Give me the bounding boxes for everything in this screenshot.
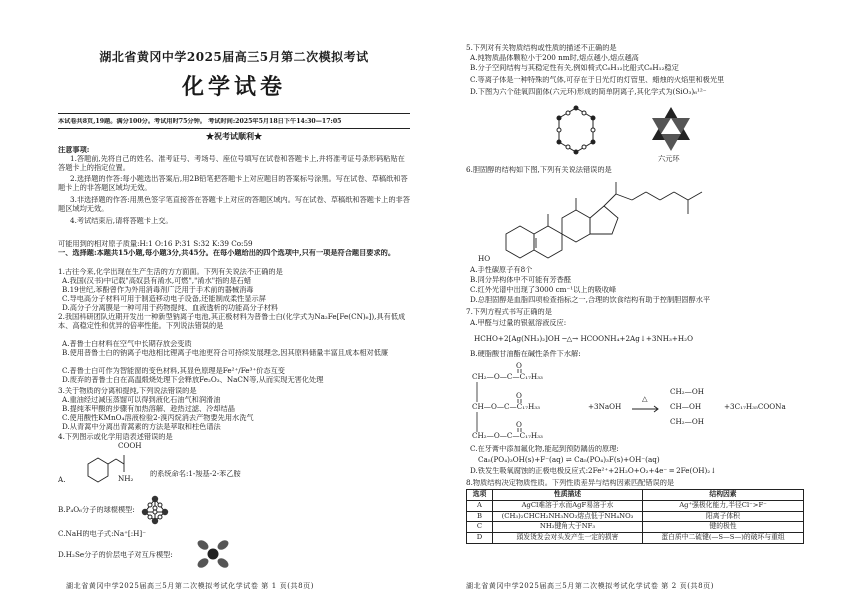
q1-option: B.19世纪,苯酚曾作为外用消毒剂广泛用于手术前的器械消毒: [62, 286, 254, 294]
note-item: 4.考试结束后,请将答题卡上交。: [70, 217, 173, 225]
q4-option-a-label: A.: [58, 476, 66, 484]
heat-symbol: △: [642, 395, 648, 403]
page-footer-right: 湖北省黄冈中学2025届高三5月第二次模拟考试化学试卷 第 2 页(共8页): [466, 582, 715, 590]
h2se-vsepr-icon: [193, 538, 233, 570]
q1-stem: 1.古往今来,化学出现在生产生活的方方面面。下列有关说法不正确的是: [58, 268, 283, 276]
q2-option: A.普鲁士白材料在空气中长期存放会变质: [62, 340, 192, 348]
ester-group: CH₂—O—C—C₁₇H₃₃: [472, 432, 543, 440]
left-page: [58, 0, 410, 608]
q3-option: D.从青蒿中分离出青蒿素的方法是萃取和柱色谱法: [62, 423, 221, 431]
q7-option-a: A.甲醛与过量的银氨溶液反应:: [470, 319, 567, 327]
q4-cooh-label: COOH: [118, 442, 142, 450]
carbonyl-o-label: O: [516, 392, 522, 400]
table-cell: AgCl难溶于水而AgF易溶于水: [493, 500, 643, 511]
q5-option: A.纯物质晶体颗粒小于200 nm时,熔点越小,熔点越高: [470, 54, 639, 62]
q8-table: [466, 489, 804, 544]
notes-heading: 注意事项:: [58, 146, 90, 154]
table-header: 性质描述: [493, 490, 643, 501]
divider: [58, 128, 410, 129]
q4-option-c: C.NaH的电子式:Na⁺[:H]⁻: [58, 530, 147, 538]
q7-stem: 7.下列方程式书写正确的是: [466, 308, 552, 316]
q2-stem: 2.我国科研团队近期开发出一种新型钠离子电池,其正极材料为普鲁士白(化学式为Na₂Fe[Fe(CN)₆]),具有低成本、高稳定性和优异的倍率性能。下列说法错误的是: [58, 313, 406, 330]
q3-option: C.使用酸性KMnO₄溶液检验2-溴丙烷消去产物要先用水洗气: [62, 414, 254, 422]
table-cell: (CH₃)₂CHCH₂NH₃NO₃熔点低于NH₄NO₃: [493, 511, 643, 522]
table-row: [467, 533, 804, 544]
q3-stem: 3.关于物质的分离和提纯,下列说法错误的是: [58, 387, 197, 395]
atomic-masses: 可能用到的相对原子质量:H:1 O:16 P:31 S:32 K:39 Co:59: [58, 240, 253, 248]
sodium-stearate: +3C₁₇H₃₅COONa: [724, 403, 786, 411]
table-cell: 键的极性: [643, 522, 804, 533]
q2-option: D.废弃的普鲁士白在高温煅烧处理下会释放Fe₂O₃、NaCN等,从而实现无害化处理: [62, 376, 324, 384]
hexagram-icon: [646, 104, 696, 154]
table-header: 选项: [467, 490, 493, 501]
carbonyl-o-label: O: [516, 362, 522, 370]
table-cell: Ag⁺强极化能力,半径Cl⁻>F⁻: [643, 500, 804, 511]
glycerol-group: CH₂—OH: [670, 388, 704, 396]
q6-option: C.红外光谱中出现了3000 cm⁻¹以上的吸收峰: [470, 286, 617, 294]
q4-option-b: B.P₄O₆分子的球棍模型:: [58, 506, 135, 514]
q7-equation-a: HCHO+2[Ag(NH₃)₂]OH ─△→ HCOONH₄+2Ag↓+3NH₃+H₂O: [474, 335, 693, 343]
q2-option: C.普鲁士白可作为智能窗的变色材料,其显色原理是Fe²⁺/Fe³⁺价态互变: [62, 367, 285, 375]
section1-heading: 一、选择题:本题共15小题,每小题3分,共45分。在每小题给出的四个选项中,只有一项是符合题目要求的。: [58, 249, 396, 257]
ring-label: 六元环: [658, 155, 680, 163]
q5-stem: 5.下列对有关物质结构或性质的描述不正确的是: [466, 44, 617, 52]
note-item: 1.答题前,先将自己的姓名、准考证号、考场号、座位号填写在试卷和答题卡上,并将准考证号条形码粘贴在答题卡上的指定位置。: [58, 155, 405, 172]
table-cell: 阳离子体积: [643, 511, 804, 522]
q4-stem: 4.下列图示或化学用语表述错误的是: [58, 433, 173, 441]
q3-option: B.提纯苯甲酸的步骤有加热溶解、趁热过滤、冷却结晶: [62, 405, 235, 413]
note-item: 2.选择题的作答:每小题选出答案后,用2B铅笔把答题卡上对应题目的答案标号涂黑。写在试卷、草稿纸和答题卡上的非答题区域均无效。: [58, 175, 408, 192]
table-cell: C: [467, 522, 493, 533]
exam-title: 湖北省黄冈中学2025届高三5月第二次模拟考试: [99, 50, 369, 64]
q8-table-wrap: [466, 489, 804, 544]
q6-option: A.手性碳原子有8个: [470, 266, 533, 274]
note-item: 3.非选择题的作答:用黑色签字笔直接答在答题卡上对应的答题区域内。写在试卷、草稿纸和答题卡上的非答题区域均无效。: [58, 196, 410, 213]
glycerol-group: CH₂—OH: [670, 418, 704, 426]
table-header-row: [467, 490, 804, 501]
glycerol-group: CH—OH: [670, 403, 702, 411]
table-cell: NH₃键角大于NF₃: [493, 522, 643, 533]
q5-option: B.分子空间结构与其稳定性有关,例如椅式C₆H₁₂比船式C₆H₁₂稳定: [470, 64, 679, 72]
table-header: 结构因素: [643, 490, 804, 501]
p4o6-ball-stick-icon: [138, 494, 172, 526]
q1-option: C.导电高分子材料可用于制造移动电子设备,还能制成柔性显示屏: [62, 295, 266, 303]
q3-option: A.重油经过减压蒸馏可以得到液化石油气和润滑油: [62, 396, 221, 404]
q6-option: B.同分异构体中不可能有芳香醛: [470, 276, 572, 284]
table-cell: 頭发烫发会对头发产生一定的损害: [493, 533, 643, 544]
wish-line: ★祝考试顺利★: [206, 132, 262, 141]
q2-option: B.使用普鲁士白的钠离子电池相比锂离子电池更符合可持续发展理念,因其原料储量丰富且成本相对低廉: [62, 349, 389, 357]
hydroxyl-label: HO: [478, 255, 491, 263]
q4-option-d: D.H₂Se分子的价层电子对互斥模型:: [58, 551, 173, 559]
table-cell: A: [467, 500, 493, 511]
cholesterol-structure-icon: [486, 172, 716, 267]
exam-info: 本试卷共8页,19题。满分100分。考试用时75分钟。 考试时间:2025年5月18日下午14:30—17:05: [58, 118, 342, 125]
carbonyl-o-label: O: [516, 421, 522, 429]
q4-option-a-text: 的系统命名:1-羧基-2-苯乙胺: [150, 470, 241, 478]
divider: [58, 113, 410, 114]
silicate-ring-icon: [541, 102, 611, 164]
q7-equation-c: Ca₅(PO₄)₃OH(s)+F⁻(aq) ⇌ Ca₅(PO₄)₃F(s)+OH⁻(aq): [478, 456, 660, 464]
q1-option: D.高分子分离膜是一种可用于药物提纯、血液透析的功能高分子材料: [62, 304, 279, 312]
reaction-arrow-icon: [632, 404, 662, 414]
table-cell: 蛋白质中二硫键(—S—S—)的破坏与重组: [643, 533, 804, 544]
q6-stem: 6.胆固醇的结构如下图,下列有关说法错误的是: [466, 166, 612, 174]
ester-group: CH—O—C—C₁₇H₃₃: [472, 403, 541, 411]
q1-option: A.我国(汉书)中记载"高奴县有淆水,可燃","淆水"指的是石蜡: [62, 277, 252, 285]
naoh-reagent: +3NaOH: [588, 403, 622, 411]
table-cell: D: [467, 533, 493, 544]
q5-option: C.等离子体是一种特殊的气体,可存在于日光灯的灯管里、蜡烛的火焰里和极光里: [470, 76, 725, 84]
table-row: [467, 511, 804, 522]
q7-option-b: B.硬脂酸甘油酯在碱性条件下水解:: [470, 350, 581, 358]
table-cell: B: [467, 511, 493, 522]
q8-stem: 8.物质结构决定物质性质。下列性质差异与结构因素匹配错误的是: [466, 479, 675, 487]
subject-title: 化学试卷: [181, 74, 286, 100]
q5-option: D.下图为六个硅氧四面体(六元环)形成的简单阴离子,其化学式为(SiO₃)₆¹²⁻: [470, 88, 707, 96]
ester-group: CH₂—O—C—C₁₇H₃₃: [472, 373, 543, 381]
q7-option-d: D.铁发生吸氧腐蚀的正极电极反应式:2Fe²⁺+2H₂O+O₂+4e⁻ ═ 2Fe(OH)₂↓: [470, 467, 717, 475]
table-row: [467, 522, 804, 533]
table-row: [467, 500, 804, 511]
q7-option-c: C.在牙膏中添加氟化物,能起到预防龋齿的原理:: [470, 445, 619, 453]
q4-nh2-label: NH₂: [118, 475, 134, 483]
q6-option: D.总胆固醇是血脂四项检查指标之一,合理的饮食结构有助于控制胆固醇水平: [470, 296, 711, 304]
page-footer-left: 湖北省黄冈中学2025届高三5月第二次模拟考试化学试卷 第 1 页(共8页): [66, 582, 315, 590]
right-page: [466, 0, 804, 608]
ester-bonds-icon: [466, 364, 586, 444]
